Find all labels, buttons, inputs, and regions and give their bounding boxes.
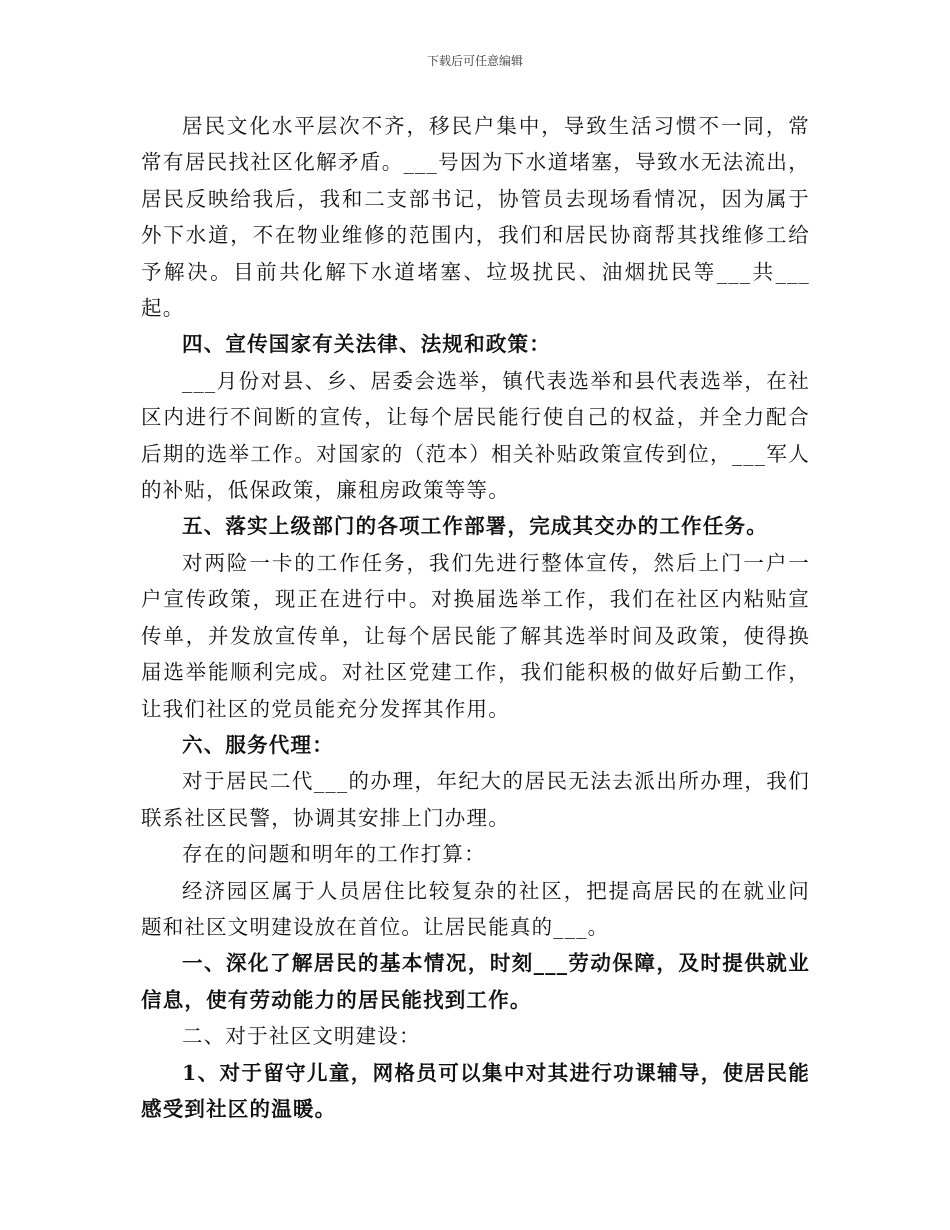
heading-plan-2: 二、对于社区文明建设： xyxy=(182,1024,421,1049)
paragraph-problems-heading: 存在的问题和明年的工作打算： xyxy=(182,842,486,867)
paragraph-id-service: 对于居民二代___的办理，年纪大的居民无法去派出所办理，我们联系社区民警，协调其安排上门办理。 xyxy=(141,769,810,830)
paragraph-tasks: 对两险一卡的工作任务，我们先进行整体宣传，然后上门一户一户宣传政策，现正在进行中。对换届选举工作，我们在社区内粘贴宣传单，并发放宣传单，让每个居民能了解其选举时间及政策，使得换届选举能顺利完成。对社区党建工作，我们能积极的做好后勤工作，让我们社区的党员能充分发挥其作用。 xyxy=(141,550,810,721)
heading-section-6: 六、服务代理： xyxy=(182,732,334,757)
paragraph-elections: ___月份对县、乡、居委会选举，镇代表选举和县代表选举，在社区内进行不间断的宣传，让每个居民能行使自己的权益，并全力配合后期的选举工作。对国家的（范本）相关补贴政策宣传到位，___军人的补贴，低保政策，廉租房政策等等。 xyxy=(141,368,810,503)
heading-section-5: 五、落实上级部门的各项工作部署，完成其交办的工作任务。 xyxy=(182,514,768,539)
paragraph-mediation: 居民文化水平层次不齐，移民户集中，导致生活习惯不一同，常常有居民找社区化解矛盾。___号因为下水道堵塞，导致水无法流出，居民反映给我后，我和二支部书记，协管员去现场看情况，因为属于外下水道，不在物业维修的范围内，我们和居民协商帮其找维修工给予解决。目前共化解下水道堵塞、垃圾扰民、油烟扰民等___共___起。 xyxy=(141,114,810,321)
paragraph-priorities: 经济园区属于人员居住比较复杂的社区，把提高居民的在就业问题和社区文明建设放在首位。让居民能真的___。 xyxy=(141,878,810,939)
paragraph-plan-2-1: 1、对于留守儿童，网格员可以集中对其进行功课辅导，使居民能感受到社区的温暖。 xyxy=(141,1060,810,1121)
page-header: 下载后可任意编辑 xyxy=(426,54,523,68)
document-body xyxy=(141,108,810,1127)
heading-section-4: 四、宣传国家有关法律、法规和政策： xyxy=(182,332,551,357)
heading-plan-1: 一、深化了解居民的基本情况，时刻___劳动保障，及时提供就业信息，使有劳动能力的居民能找到工作。 xyxy=(141,951,810,1012)
